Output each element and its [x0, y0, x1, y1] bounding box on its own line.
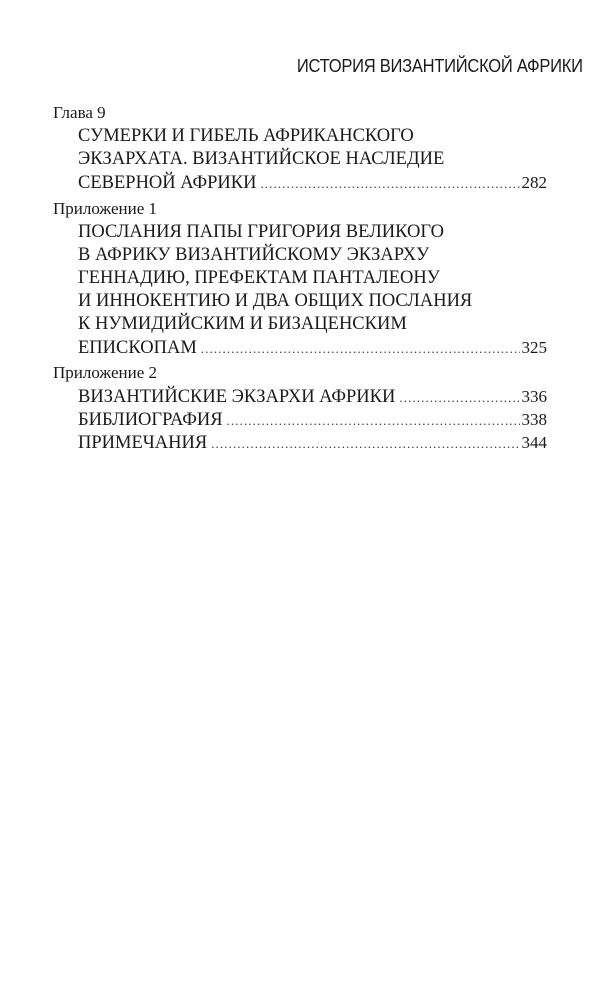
- toc-entry-chapter-9[interactable]: [53, 171, 547, 194]
- entry-title-line: ПОСЛАНИЯ ПАПЫ ГРИГОРИЯ ВЕЛИКОГО: [78, 222, 444, 242]
- entry-title: ПРИМЕЧАНИЯ: [78, 433, 208, 453]
- toc-section-appendix-1: [53, 197, 547, 359]
- dot-leader: [211, 432, 519, 455]
- page-number: 344: [521, 433, 547, 452]
- dot-leader: [227, 409, 520, 432]
- page-number: 325: [521, 338, 547, 357]
- toc-entry-bibliography[interactable]: [53, 408, 547, 431]
- section-label: Приложение 1: [53, 199, 157, 218]
- page-number: 336: [521, 387, 547, 406]
- toc-section-chapter-9: [53, 101, 547, 194]
- dot-leader: [399, 386, 519, 409]
- entry-title-line: К НУМИДИЙСКИМ И БИЗАЦЕНСКИМ: [78, 314, 407, 334]
- section-label: Глава 9: [53, 103, 106, 122]
- page-number: 338: [521, 410, 547, 429]
- entry-title-line: ЕПИСКОПАМ: [78, 338, 197, 358]
- entry-title-line: СУМЕРКИ И ГИБЕЛЬ АФРИКАНСКОГО: [78, 126, 414, 146]
- entry-title-line: ГЕННАДИЮ, ПРЕФЕКТАМ ПАНТАЛЕОНУ: [78, 268, 440, 288]
- toc-entry-notes[interactable]: [53, 431, 547, 454]
- table-of-contents: [53, 101, 547, 454]
- entry-title: ВИЗАНТИЙСКИЕ ЭКЗАРХИ АФРИКИ: [78, 387, 396, 407]
- toc-section-appendix-2: [53, 361, 547, 454]
- toc-entry-exarchs[interactable]: [53, 385, 547, 408]
- dot-leader: [201, 337, 520, 360]
- entry-title-line: И ИННОКЕНТИЮ И ДВА ОБЩИХ ПОСЛАНИЯ: [78, 291, 473, 311]
- page-number: 282: [521, 173, 547, 192]
- entry-title: БИБЛИОГРАФИЯ: [78, 410, 223, 430]
- section-label: Приложение 2: [53, 363, 157, 382]
- toc-entry-appendix-1[interactable]: [53, 336, 547, 359]
- running-head: ИСТОРИЯ ВИЗАНТИЙСКОЙ АФРИКИ: [297, 56, 583, 76]
- entry-title-line: СЕВЕРНОЙ АФРИКИ: [78, 173, 257, 193]
- entry-title-line: ЭКЗАРХАТА. ВИЗАНТИЙСКОЕ НАСЛЕДИЕ: [78, 149, 445, 169]
- entry-title-line: В АФРИКУ ВИЗАНТИЙСКОМУ ЭКЗАРХУ: [78, 245, 430, 265]
- dot-leader: [260, 172, 519, 195]
